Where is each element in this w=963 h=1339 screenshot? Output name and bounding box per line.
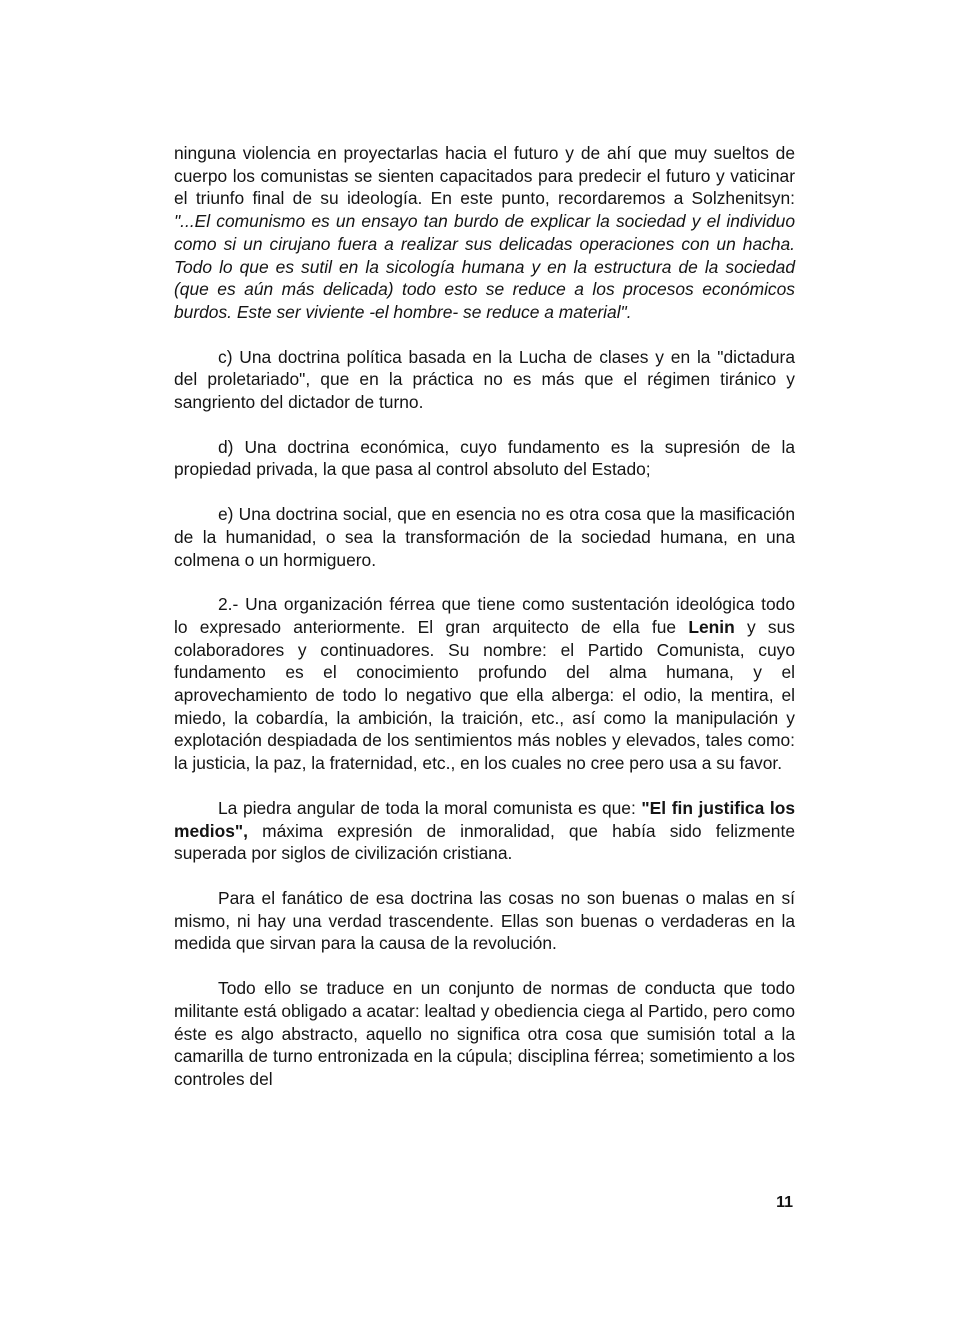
paragraph-economic-doctrine: d) Una doctrina económica, cuyo fundamento es la supresión de la propiedad privada, la que pasa al control absoluto del Estado; — [174, 436, 795, 480]
paragraph-norms: Todo ello se traduce en un conjunto de normas de conducta que todo militante está obligado a acatar: lealtad y obediencia ciega al Partido, pero como éste es algo abstracto, aquello no significa otra cosa que sumisión total a la camarilla de turno entronizada en la cúpula; disciplina férrea; sometimiento a los controles del — [174, 978, 795, 1089]
paragraph-political-doctrine: c) Una doctrina política basada en la Lucha de clases y en la "dictadura del proletariado", que en la práctica no es más que el régimen tiránico y sangriento del dictador de turno. — [174, 346, 795, 413]
lenin-name: Lenin — [688, 616, 735, 637]
paragraph-moral-after: máxima expresión de inmoralidad, que había sido felizmente superada por siglos de civilización cristiana. — [174, 820, 795, 864]
paragraph-moral — [174, 797, 795, 865]
paragraph-organization-after: y sus colaboradores y continuadores. Su nombre: el Partido Comunista, cuyo fundamento es el conocimiento profundo del alma humana, y el aprovechamiento de todo lo negativo que ella alberga: el odio, la mentira, el miedo, la cobardía, la ambición, la traición, etc., así como la manipulación y explotación despiadada de los sentimientos más nobles y elevados, tales como: la justicia, la paz, la fraternidad, etc., en los cuales no cree pero usa a su favor. — [174, 616, 795, 774]
page-body — [174, 142, 795, 1113]
paragraph-intro: ninguna violencia en proyectarlas hacia el futuro y de ahí que muy sueltos de cuerpo los comunistas se sienten capacitados para predecir el futuro y vaticinar el triunfo final de su ideología. En este punto, recordaremos a Solzhenitsyn: — [174, 143, 795, 209]
paragraph-solzhenitsyn — [174, 142, 795, 324]
page-number: 11 — [776, 1194, 793, 1211]
paragraph-fanatic: Para el fanático de esa doctrina las cosas no son buenas o malas en sí mismo, ni hay una verdad trascendente. Ellas son buenas o verdaderas en la medida que sirvan para la causa de la revolución. — [174, 887, 795, 954]
solzhenitsyn-quote: "...El comunismo es un ensayo tan burdo de explicar la sociedad y el individuo como si un cirujano fuera a realizar sus delicadas operaciones con un hacha. Todo lo que es sutil en la sicología humana y en la estructura de la sociedad (que es aún más delicada) todo esto se reduce a los procesos económicos burdos. Este ser viviente -el hombre- se reduce a material". — [174, 211, 795, 322]
paragraph-organization — [174, 593, 795, 775]
end-justifies-means: "El fin justifica los medios", — [174, 797, 795, 841]
paragraph-social-doctrine: e) Una doctrina social, que en esencia no es otra cosa que la masificación de la humanidad, o sea la transformación de la sociedad humana, en una colmena o un hormiguero. — [174, 504, 795, 570]
paragraph-organization-before: 2.- Una organización férrea que tiene como sustentación ideológica todo lo expresado anteriormente. El gran arquitecto de ella fue — [174, 594, 795, 637]
paragraph-moral-before: La piedra angular de toda la moral comunista es que: — [218, 797, 642, 818]
